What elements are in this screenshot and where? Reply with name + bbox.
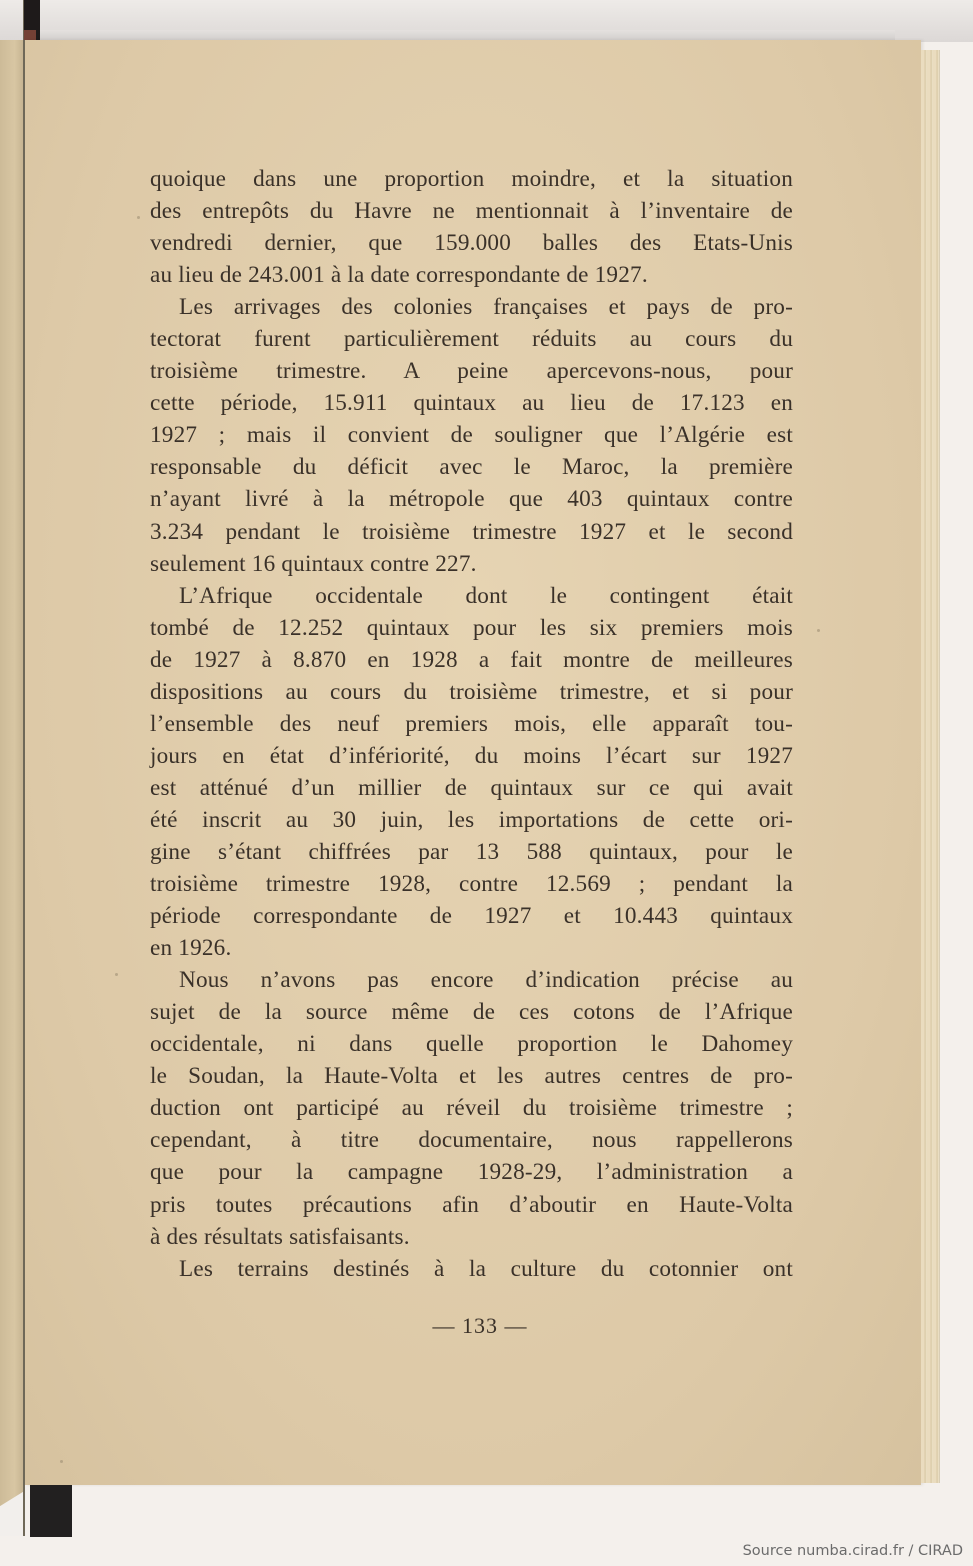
paper-speck	[115, 973, 118, 976]
text-line: cette période, 15.911 quintaux au lieu de 17.123 en	[150, 390, 793, 417]
text-line: troisième trimestre 1928, contre 12.569 ; pendant la	[150, 871, 793, 898]
text-line: tectorat furent particulièrement réduits au cours du	[150, 326, 793, 353]
text-line: des entrepôts du Havre ne mentionnait à l’inventaire de	[150, 198, 793, 225]
paragraph	[150, 964, 793, 1252]
text-line: dispositions au cours du troisième trimestre, et si pour	[150, 678, 793, 705]
text-line: jours en état d’infériorité, du moins l’écart sur 1927	[150, 742, 793, 769]
page-number: — 133 —	[432, 1313, 528, 1338]
text-line: seulement 16 quintaux contre 227.	[150, 550, 477, 577]
text-line: 1927 ; mais il convient de souligner que l’Algérie est	[150, 422, 793, 449]
text-line: pris toutes précautions afin d’aboutir en Haute-Volta	[150, 1191, 793, 1218]
text-line: vendredi dernier, que 159.000 balles des Etats-Unis	[150, 230, 793, 257]
text-line: est atténué d’un millier de quintaux sur ce qui avait	[150, 774, 793, 801]
text-line: Nous n’avons pas encore d’indication précise au	[179, 967, 793, 994]
paragraph	[150, 580, 793, 965]
previous-page-edge	[0, 40, 24, 1506]
text-line: L’Afrique occidentale dont le contingent était	[179, 582, 793, 609]
paragraph	[150, 1253, 793, 1285]
text-line: quoique dans une proportion moindre, et la situation	[150, 166, 793, 192]
body-text	[150, 163, 793, 1285]
text-line: occidentale, ni dans quelle proportion le Dahomey	[150, 1031, 793, 1058]
text-line: 3.234 pendant le troisième trimestre 1927 et le second	[150, 518, 793, 545]
text-line: cependant, à titre documentaire, nous rappellerons	[150, 1127, 793, 1154]
paper-speck	[817, 629, 820, 632]
text-line: n’ayant livré à la métropole que 403 quintaux contre	[150, 486, 793, 513]
text-line: l’ensemble des neuf premiers mois, elle apparaît tou-	[150, 710, 793, 737]
text-line: au lieu de 243.001 à la date correspondante de 1927.	[150, 262, 648, 289]
text-line: Les terrains destinés à la culture du cotonnier ont	[179, 1255, 793, 1282]
text-line: période correspondante de 1927 et 10.443 quintaux	[150, 903, 793, 930]
text-line: que pour la campagne 1928-29, l’administration a	[150, 1159, 793, 1186]
text-line: Les arrivages des colonies françaises et pays de pro-	[179, 294, 793, 321]
text-line: de 1927 à 8.870 en 1928 a fait montre de meilleures	[150, 646, 793, 673]
source-credit: Source numba.cirad.fr / CIRAD	[742, 1543, 963, 1559]
text-line: en 1926.	[150, 935, 232, 962]
text-line: troisième trimestre. A peine apercevons-nous, pour	[150, 358, 793, 385]
text-line: à des résultats satisfaisants.	[150, 1223, 410, 1250]
text-line: sujet de la source même de ces cotons de l’Afrique	[150, 999, 793, 1026]
binding-clip-bottom	[30, 1485, 72, 1537]
text-line: le Soudan, la Haute-Volta et les autres centres de pro-	[150, 1063, 793, 1090]
text-line: gine s’étant chiffrées par 13 588 quintaux, pour le	[150, 838, 793, 865]
text-line: tombé de 12.252 quintaux pour les six premiers mois	[150, 614, 793, 641]
text-line: été inscrit au 30 juin, les importations de cette ori-	[150, 806, 793, 833]
binding-clip-top	[24, 0, 40, 40]
text-line: responsable du déficit avec le Maroc, la première	[150, 454, 793, 481]
paper-speck	[137, 216, 140, 219]
text-line: duction ont participé au réveil du troisième trimestre ;	[150, 1095, 793, 1122]
paragraph	[150, 163, 793, 291]
paragraph	[150, 291, 793, 579]
page-stack-edges	[921, 50, 940, 1483]
paper-speck	[60, 1460, 63, 1463]
